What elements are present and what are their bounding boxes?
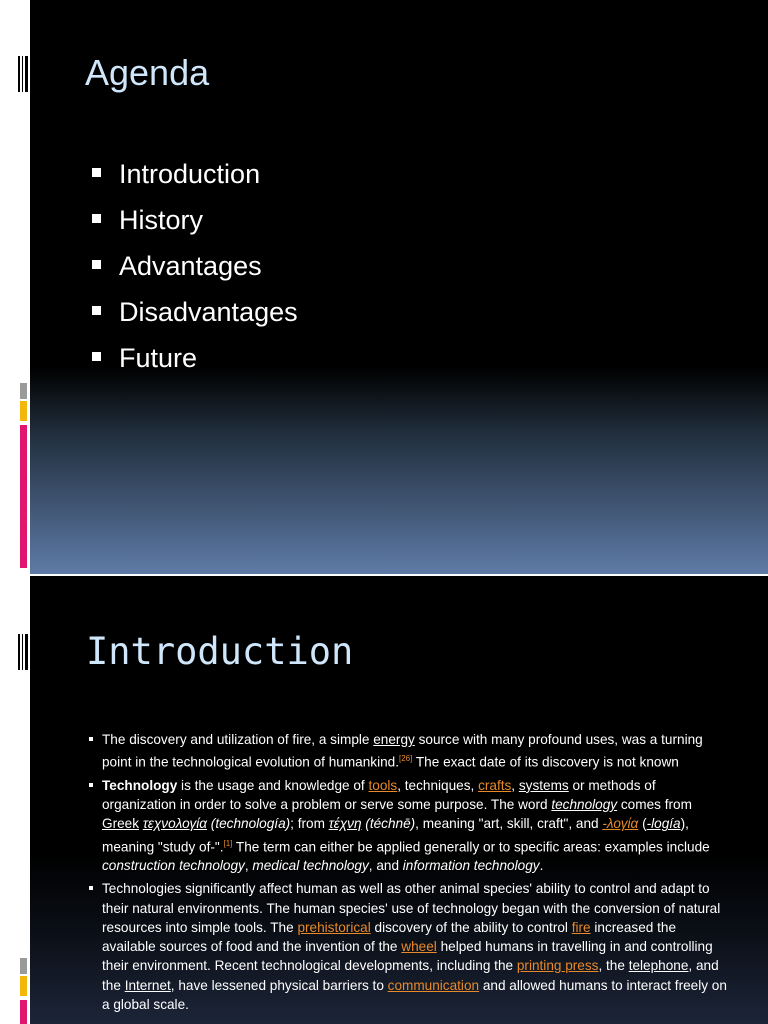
link-logia-greek[interactable]: -λογία — [602, 816, 639, 832]
link-internet[interactable]: Internet — [124, 977, 171, 993]
link-logia[interactable]: -logía — [646, 816, 681, 832]
link-communication[interactable]: communication — [387, 977, 480, 993]
link-printing-press[interactable]: printing press — [516, 958, 599, 974]
agenda-list — [92, 154, 298, 384]
list-item: Technology is the usage and knowledge of tools, techniques, crafts, systems or methods of organization in order to solve a problem or serve some purpose. The word technology comes from Greek τεχνολογία (technología); from τέχνη (téchnē), meaning "art, skill, craft", and -λογία (-logía), meaning "study of-".[1] The term can either be applied generally or to specific areas: examples include construction technology, medical technology, and information technology. — [88, 776, 728, 876]
link-technologia[interactable]: τεχνολογία — [142, 816, 208, 832]
link-telephone[interactable]: telephone — [628, 958, 689, 974]
link-crafts[interactable]: crafts — [478, 777, 512, 793]
slide-left-strip — [0, 576, 30, 1024]
slide-bars-decoration — [18, 56, 28, 92]
agenda-item: History — [92, 200, 298, 246]
citation-ref[interactable]: [26] — [399, 754, 413, 764]
accent-gray-bar — [20, 958, 27, 974]
agenda-item: Future — [92, 338, 298, 384]
slide-left-strip — [0, 0, 30, 574]
introduction-list — [88, 730, 728, 1018]
link-techne[interactable]: τέχνη — [328, 816, 362, 832]
link-prehistorical[interactable]: prehistorical — [297, 919, 371, 935]
accent-pink-bar — [20, 425, 27, 568]
link-energy[interactable]: energy — [373, 732, 415, 747]
agenda-item: Disadvantages — [92, 292, 298, 338]
link-wheel[interactable]: wheel — [401, 939, 437, 955]
slide-introduction — [0, 576, 768, 1024]
link-tools[interactable]: tools — [368, 777, 398, 793]
slide-title: Introduction — [86, 630, 354, 673]
link-systems[interactable]: systems — [518, 777, 569, 793]
agenda-item: Advantages — [92, 246, 298, 292]
link-greek[interactable]: Greek — [102, 816, 140, 832]
slide-title: Agenda — [85, 52, 210, 93]
list-item: The discovery and utilization of fire, a simple energy source with many profound uses, was a turning point in the technological evolution of humankind.[26] The exact date of its discovery is not known — [88, 730, 728, 772]
slide-bars-decoration — [18, 634, 28, 670]
accent-yellow-bar — [20, 976, 27, 996]
citation-ref[interactable]: [1] — [223, 838, 233, 848]
accent-gray-bar — [20, 383, 27, 399]
list-item: Technologies significantly affect human as well as other animal species' ability to control and adapt to their natural environments. The human species' use of technology began with the conversion of natural resources into simple tools. The prehistorical discovery of the ability to control fire increased the available sources of food and the invention of the wheel helped humans in travelling in and controlling their environment. Recent technological developments, including the printing press, the telephone, and the Internet, have lessened physical barriers to communication and allowed humans to interact freely on a global scale. — [88, 879, 728, 1013]
accent-yellow-bar — [20, 401, 27, 421]
link-fire[interactable]: fire — [571, 919, 591, 935]
link-technology[interactable]: technology — [551, 797, 618, 813]
accent-pink-bar — [20, 1000, 27, 1024]
agenda-item: Introduction — [92, 154, 298, 200]
